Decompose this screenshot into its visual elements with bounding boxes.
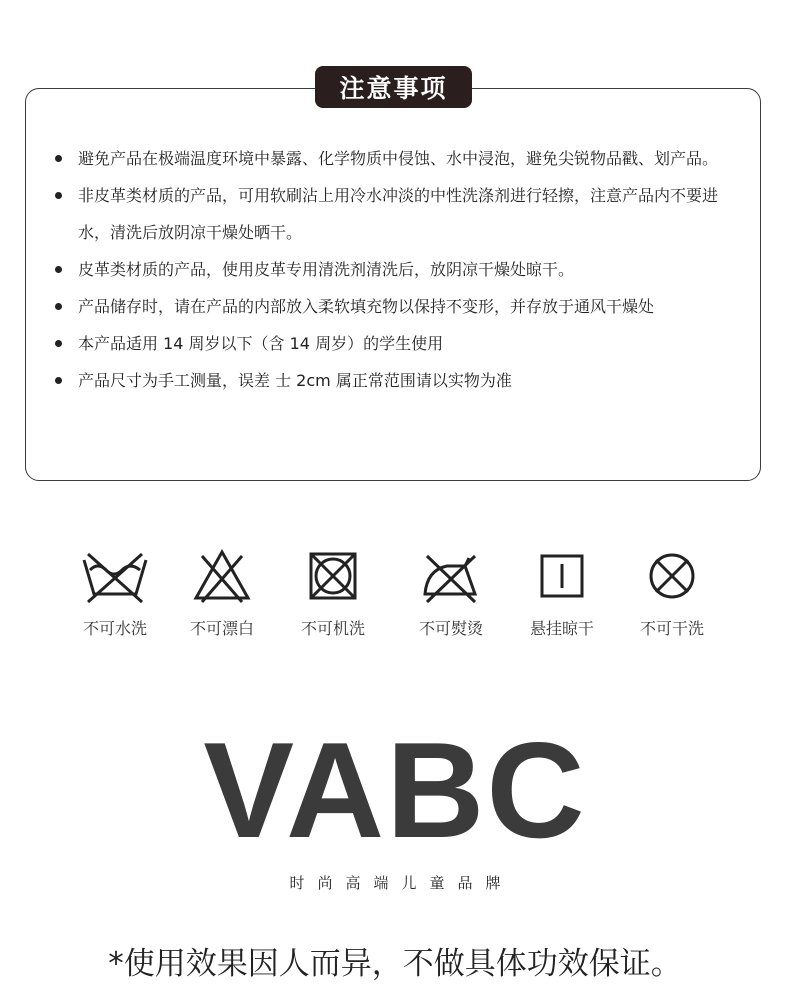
bullet-icon [55,155,62,162]
notice-item-text: 产品储存时，请在产品的内部放入柔软填充物以保持不变形，并存放于通风干燥处 [78,297,655,316]
no-dry-clean-icon [644,548,700,604]
disclaimer: *使用效果因人而异，不做具体功效保证。 [108,946,682,982]
care-symbol-hang-dry [507,548,617,639]
care-label: 不可熨烫 [418,619,483,638]
list-item [55,362,745,399]
list-item [55,251,745,288]
care-label: 不可水洗 [82,619,147,638]
no-machine-wash-icon [305,548,361,604]
care-symbols-row [0,548,790,648]
list-item [55,288,745,325]
no-bleach-icon [192,548,252,604]
list-item [55,177,745,251]
brand-logo: VABC [203,714,587,866]
bullet-icon [55,266,62,273]
list-item [55,140,745,177]
notice-item-text: 非皮革类材质的产品，可用软刷沾上用冷水冲淡的中性洗涤剂进行轻擦，注意产品内不要进水，清洗后放阴凉干燥处晒干。 [78,186,719,242]
notice-list [55,140,745,399]
no-water-wash-icon [80,548,150,604]
care-symbol-no-machine-wash [278,548,388,639]
notice-item-text: 皮革类材质的产品，使用皮革专用清洗剂清洗后，放阴凉干燥处晾干。 [78,260,575,279]
notice-item-text: 避免产品在极端温度环境中暴露、化学物质中侵蚀、水中浸泡，避免尖锐物品戳、划产品。 [78,149,719,168]
care-label: 不可机洗 [300,619,365,638]
notice-title: 注意事项 [315,66,472,108]
bullet-icon [55,303,62,310]
care-label: 不可漂白 [189,619,254,638]
hang-dry-icon [534,548,590,604]
list-item [55,325,745,362]
care-symbol-no-iron [396,548,506,639]
brand-tagline: 时尚高端儿童品牌 [289,874,514,892]
care-label: 不可干洗 [639,619,704,638]
care-symbol-no-bleach [167,548,277,639]
notice-item-text: 产品尺寸为手工测量，误差 士 2cm 属正常范围请以实物为准 [78,371,512,390]
bullet-icon [55,340,62,347]
bullet-icon [55,377,62,384]
bullet-icon [55,192,62,199]
notice-item-text: 本产品适用 14 周岁以下（含 14 周岁）的学生使用 [78,334,444,353]
care-symbol-no-dry-clean [617,548,727,639]
no-iron-icon [421,548,481,604]
care-label: 悬挂晾干 [529,619,594,638]
care-symbol-no-water-wash [60,548,170,639]
